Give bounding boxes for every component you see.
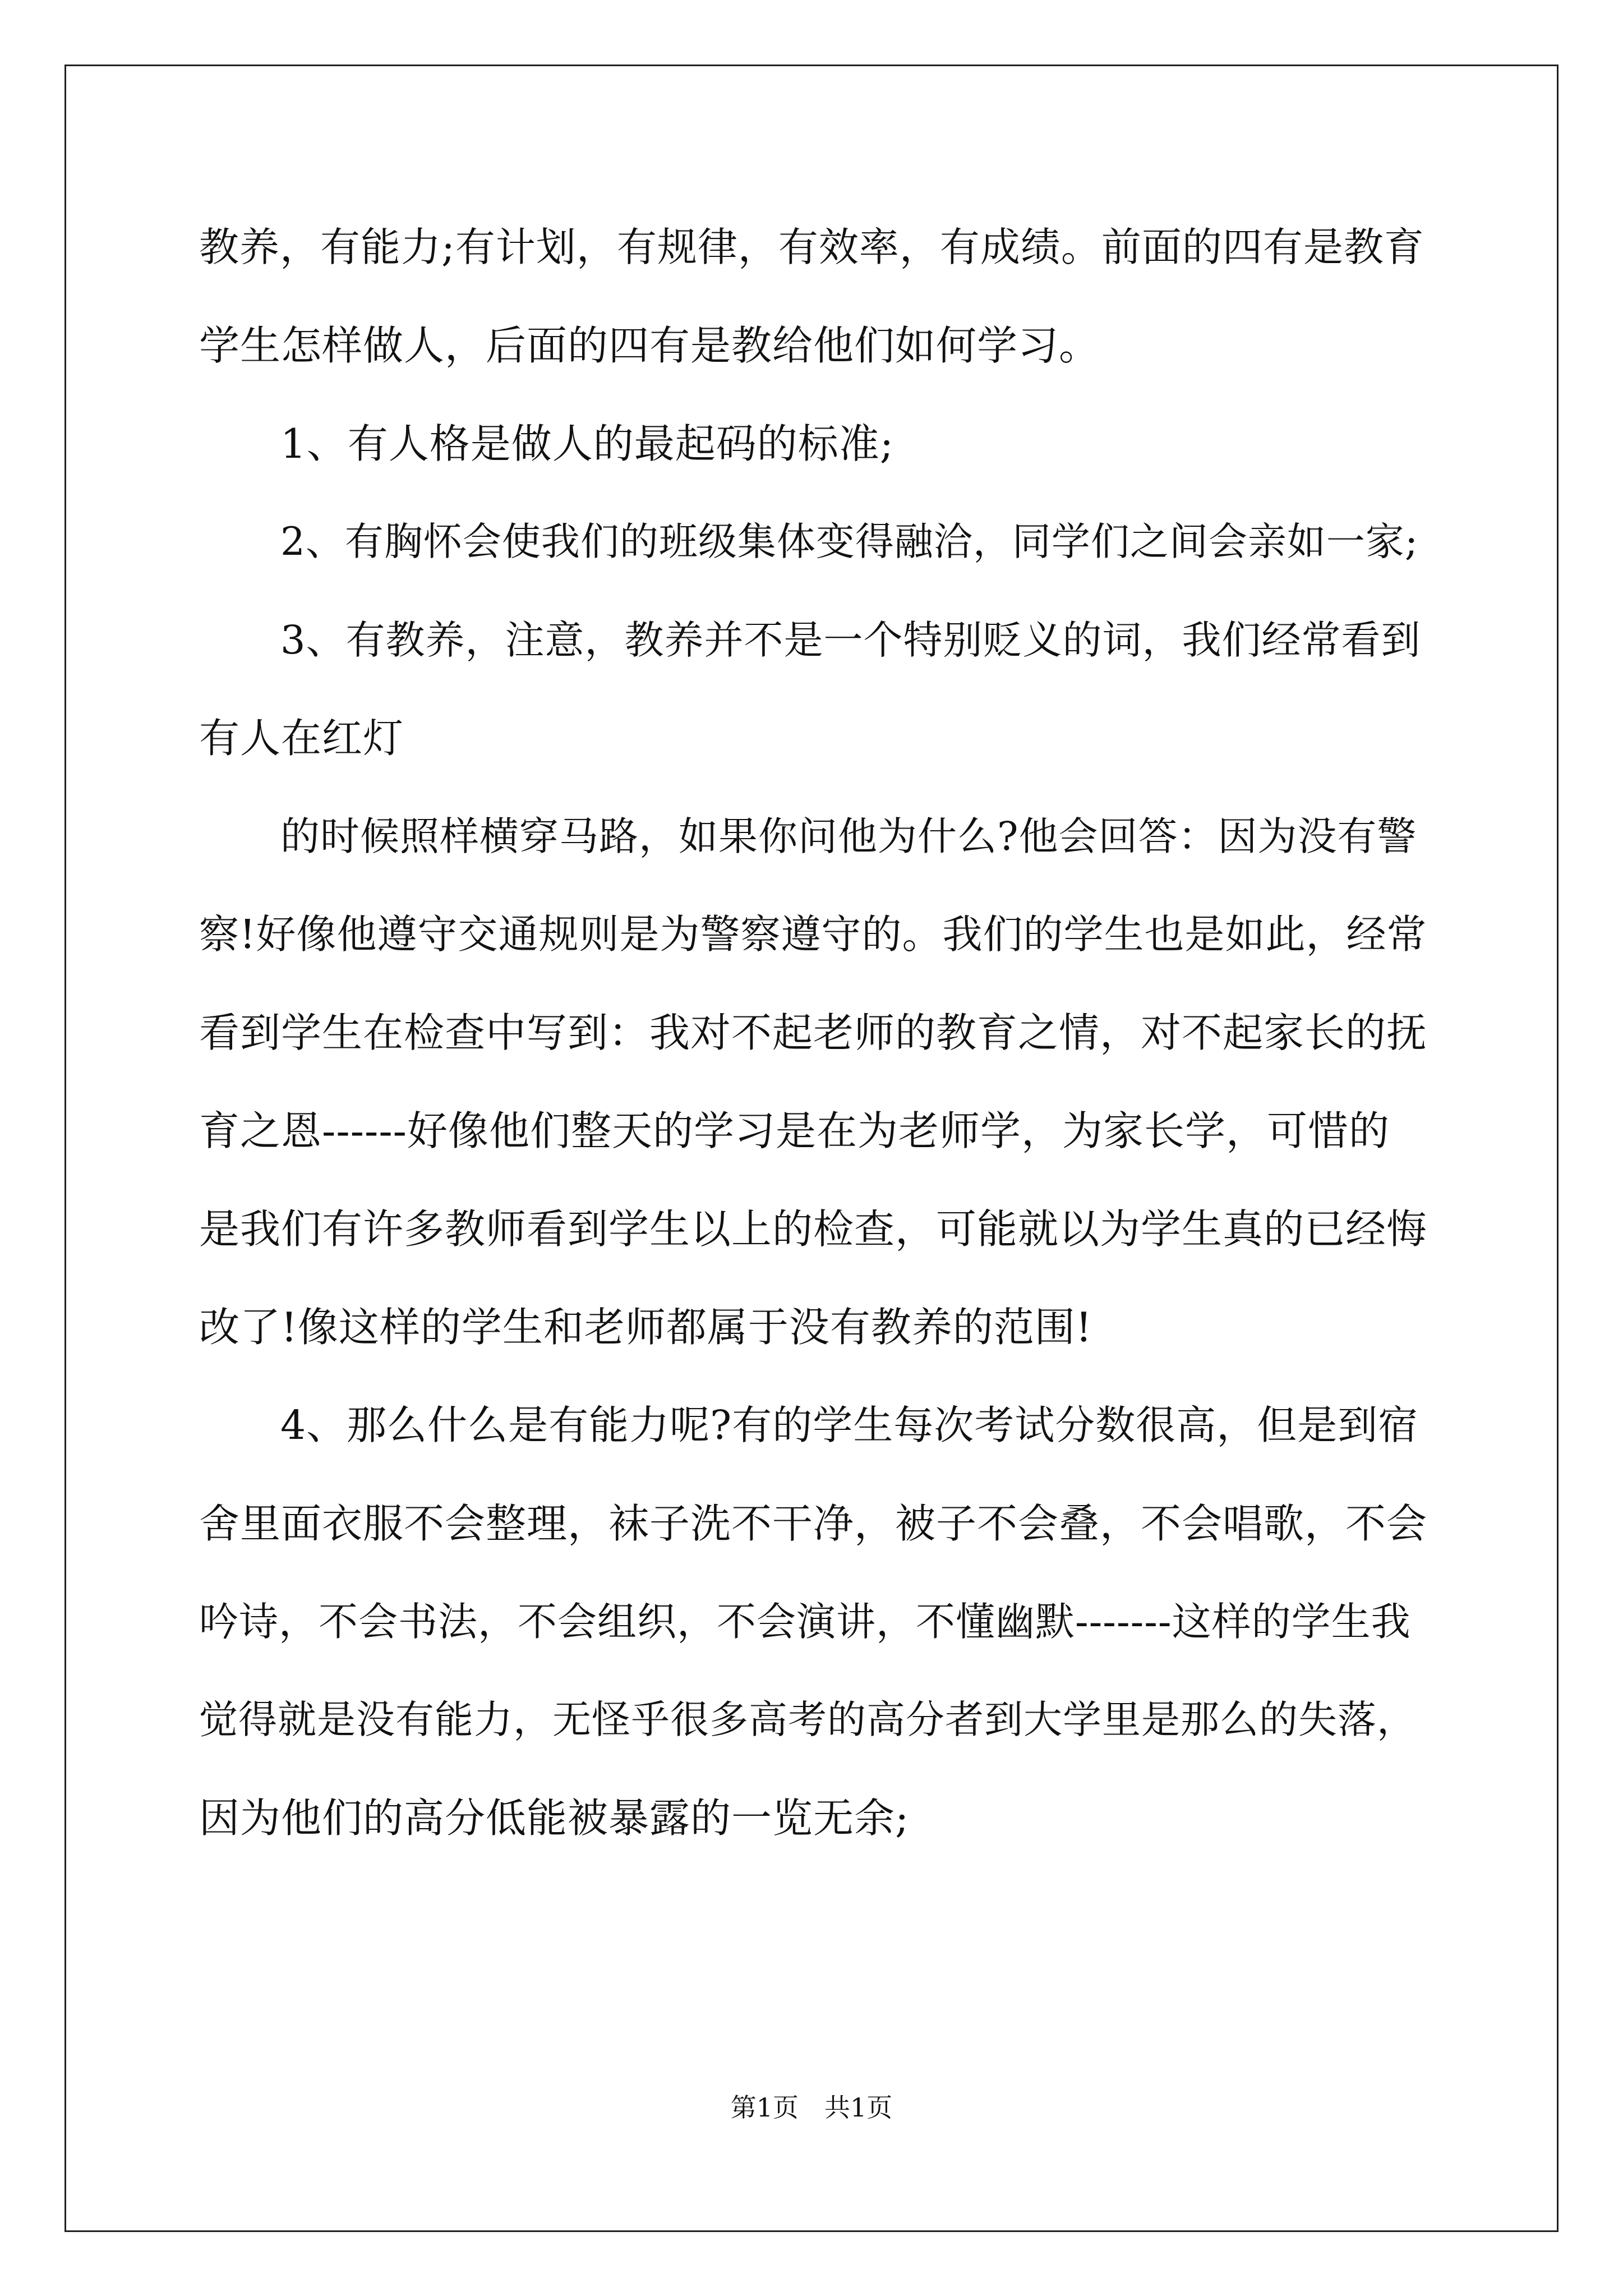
- text-line: 看到学生在检查中写到：我对不起老师的教育之情，对不起家长的抚: [199, 1009, 1428, 1056]
- text-line: 育之恩------好像他们整天的学习是在为老师学，为家长学，可惜的: [199, 1107, 1390, 1154]
- text-line: 学生怎样做人，后面的四有是教给他们如何学习。: [199, 322, 1100, 369]
- text-line: 因为他们的高分低能被暴露的一览无余;: [199, 1795, 910, 1842]
- text-line: 教养，有能力;有计划，有规律，有效率，有成绩。前面的四有是教育: [199, 224, 1424, 270]
- text-line: 改了!像这样的学生和老师都属于没有教养的范围!: [199, 1304, 1092, 1351]
- text-line: 2、有胸怀会使我们的班级集体变得融洽，同学们之间会亲如一家;: [280, 519, 1419, 564]
- text-line: 有人在红灯: [199, 715, 404, 762]
- text-line: 吟诗，不会书法，不会组织，不会演讲，不懂幽默-------这样的学生我: [199, 1599, 1411, 1645]
- page-number: 第1页 共1页: [730, 2092, 893, 2123]
- text-line: 觉得就是没有能力，无怪乎很多高考的高分者到大学里是那么的失落，: [199, 1697, 1416, 1742]
- text-line: 的时候照样横穿马路，如果你问他为什么?他会回答：因为没有警: [280, 813, 1417, 859]
- text-line: 察!好像他遵守交通规则是为警察遵守的。我们的学生也是如此，经常: [199, 911, 1427, 958]
- text-line: 舍里面衣服不会整理，袜子洗不干净，被子不会叠，不会唱歌，不会: [199, 1500, 1428, 1547]
- text-line: 1、有人格是做人的最起码的标准;: [280, 420, 895, 467]
- text-line: 3、有教养，注意，教养并不是一个特别贬义的词，我们经常看到: [280, 617, 1421, 663]
- text-line: 4、那么什么是有能力呢?有的学生每次考试分数很高，但是到宿: [280, 1402, 1419, 1448]
- text-line: 是我们有许多教师看到学生以上的检查，可能就以为学生真的已经悔: [199, 1205, 1428, 1253]
